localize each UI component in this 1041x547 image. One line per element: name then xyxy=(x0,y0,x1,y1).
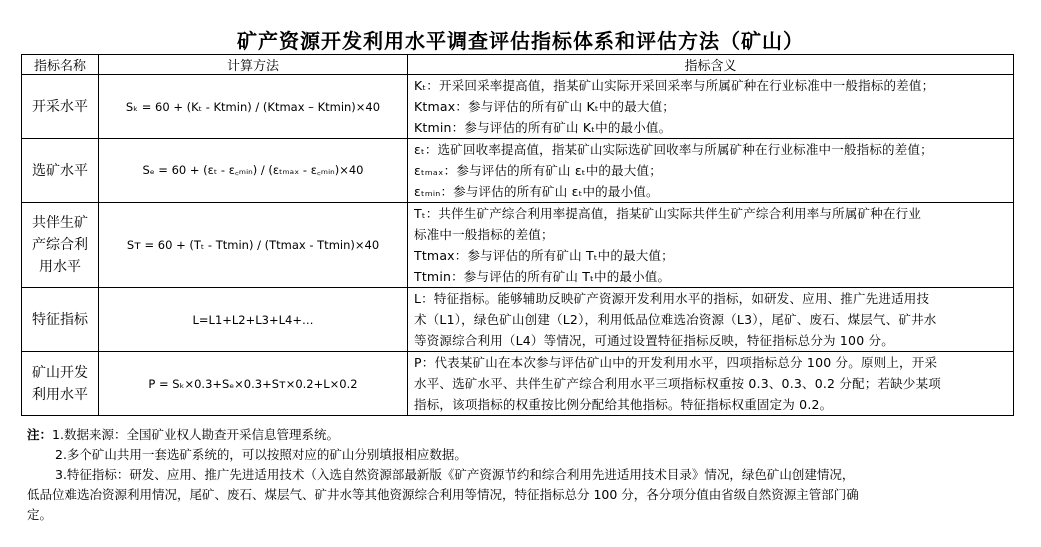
meaning-line: 等资源综合利用（L4）等情况，可通过设置特征指标反映，特征指标总分为 100 分。 xyxy=(414,333,894,348)
meaning-line: 术（L1），绿色矿山创建（L2），利用低品位难选冶资源（L3），尾矿、废石、煤层气、矿井水 xyxy=(414,312,937,327)
indicator-name-cell xyxy=(22,139,99,203)
page-title: 矿产资源开发利用水平调查评估指标体系和评估方法（矿山） xyxy=(237,29,804,53)
meaning-cell xyxy=(408,139,1014,203)
formula-cell: L=L1+L2+L3+L4+… xyxy=(99,288,408,352)
meaning-line: 指标，该项指标的权重按比例分配给其他指标。特征指标权重固定为 0.2。 xyxy=(414,397,833,412)
meaning-line: εₜₘᵢₙ：参与评估的所有矿山 εₜ中的最小值。 xyxy=(414,184,659,199)
notes-section xyxy=(27,425,1017,525)
note-line xyxy=(27,425,1017,445)
table-row-characteristic-indicator xyxy=(22,288,1014,352)
meaning-cell xyxy=(408,352,1014,416)
meaning-line: εₜₘₐₓ：参与评估的所有矿山 εₜ中的最大值； xyxy=(414,163,662,178)
notes-label: 注： xyxy=(27,427,53,442)
meaning-cell xyxy=(408,288,1014,352)
meaning-line: Ttmax：参与评估的所有矿山 Tₜ中的最大值； xyxy=(414,248,674,263)
indicator-name-line: 选矿水平 xyxy=(32,162,88,179)
formula-cell: Sₑ = 60 + (εₜ - ε꜀ₘᵢₙ) / (εₜₘₐₓ - ε꜀ₘᵢₙ)×40 xyxy=(99,139,408,203)
meaning-cell xyxy=(408,203,1014,288)
meaning-line: P：代表某矿山在本次参与评估矿山中的开发利用水平，四项指标总分 100 分。原则上，开采 xyxy=(414,355,938,370)
meaning-line: Tₜ：共伴生矿产综合利用率提高值，指某矿山实际共伴生矿产综合利用率与所属矿种在行业 xyxy=(414,206,922,221)
meaning-line: 水平、选矿水平、共伴生矿产综合利用水平三项指标权重按 0.3、0.3、0.2 分配；若缺少某项 xyxy=(414,376,941,391)
table-row-associated-minerals-level xyxy=(22,203,1014,288)
meaning-line: Ktmin：参与评估的所有矿山 Kₜ中的最小值。 xyxy=(414,120,672,135)
indicator-name-cell xyxy=(22,288,99,352)
indicator-name-line: 利用水平 xyxy=(32,386,88,403)
meaning-line: Ktmax：参与评估的所有矿山 Kₜ中的最大值； xyxy=(414,99,675,114)
meaning-line: L：特征指标。能够辅助反映矿产资源开发利用水平的指标，如研发、应用、推广先进适用技 xyxy=(414,291,930,306)
table-header-row xyxy=(22,55,1014,75)
note-line: 3.特征指标：研发、应用、推广先进适用技术（入选自然资源部最新版《矿产资源节约和综合利用先进适用技术目录》情况，绿色矿山创建情况， xyxy=(55,467,855,482)
indicator-name-cell xyxy=(22,75,99,139)
table-row-mine-development-level xyxy=(22,352,1014,416)
header-calculation-method: 计算方法 xyxy=(99,55,408,75)
formula-cell: P = Sₖ×0.3+Sₑ×0.3+Sᴛ×0.2+L×0.2 xyxy=(99,352,408,416)
meaning-line: εₜ：选矿回收率提高值，指某矿山实际选矿回收率与所属矿种在行业标准中一般指标的差值； xyxy=(414,142,933,157)
note-line: 低品位难选冶资源利用情况，尾矿、废石、煤层气、矿井水等其他资源综合利用等情况，特征指标总分 100 分，各分项分值由省级自然资源主管部门确 xyxy=(27,487,859,502)
indicator-name-line: 用水平 xyxy=(39,259,81,275)
indicator-name-line: 产综合利 xyxy=(32,237,88,253)
note-line: 2.多个矿山共用一套选矿系统的，可以按照对应的矿山分别填报相应数据。 xyxy=(55,447,467,462)
indicator-table xyxy=(21,54,1014,416)
indicator-name-line: 共伴生矿 xyxy=(32,215,88,231)
meaning-line: Ttmin：参与评估的所有矿山 Tₜ中的最小值。 xyxy=(414,269,671,284)
header-indicator-meaning: 指标含义 xyxy=(408,55,1014,75)
indicator-name-cell xyxy=(22,203,99,288)
meaning-line: Kₜ：开采回采率提高值，指某矿山实际开采回采率与所属矿种在行业标准中一般指标的差值； xyxy=(414,78,935,93)
formula-cell: Sₖ = 60 + (Kₜ - Ktmin) / (Ktmax – Ktmin)×40 xyxy=(99,75,408,139)
meaning-line: 标准中一般指标的差值； xyxy=(414,227,554,242)
meaning-cell xyxy=(408,75,1014,139)
indicator-name-line: 开采水平 xyxy=(32,98,88,115)
note-text: 1.数据来源：全国矿业权人勘查开采信息管理系统。 xyxy=(52,427,339,442)
header-indicator-name: 指标名称 xyxy=(22,55,99,75)
note-line: 定。 xyxy=(27,507,53,522)
table-row-beneficiation-level xyxy=(22,139,1014,203)
indicator-name-line: 矿山开发 xyxy=(32,364,88,381)
indicator-name-cell xyxy=(22,352,99,416)
indicator-name-line: 特征指标 xyxy=(32,311,88,328)
formula-cell: Sᴛ = 60 + (Tₜ - Ttmin) / (Ttmax - Ttmin)×40 xyxy=(99,203,408,288)
table-row-mining-level xyxy=(22,75,1014,139)
